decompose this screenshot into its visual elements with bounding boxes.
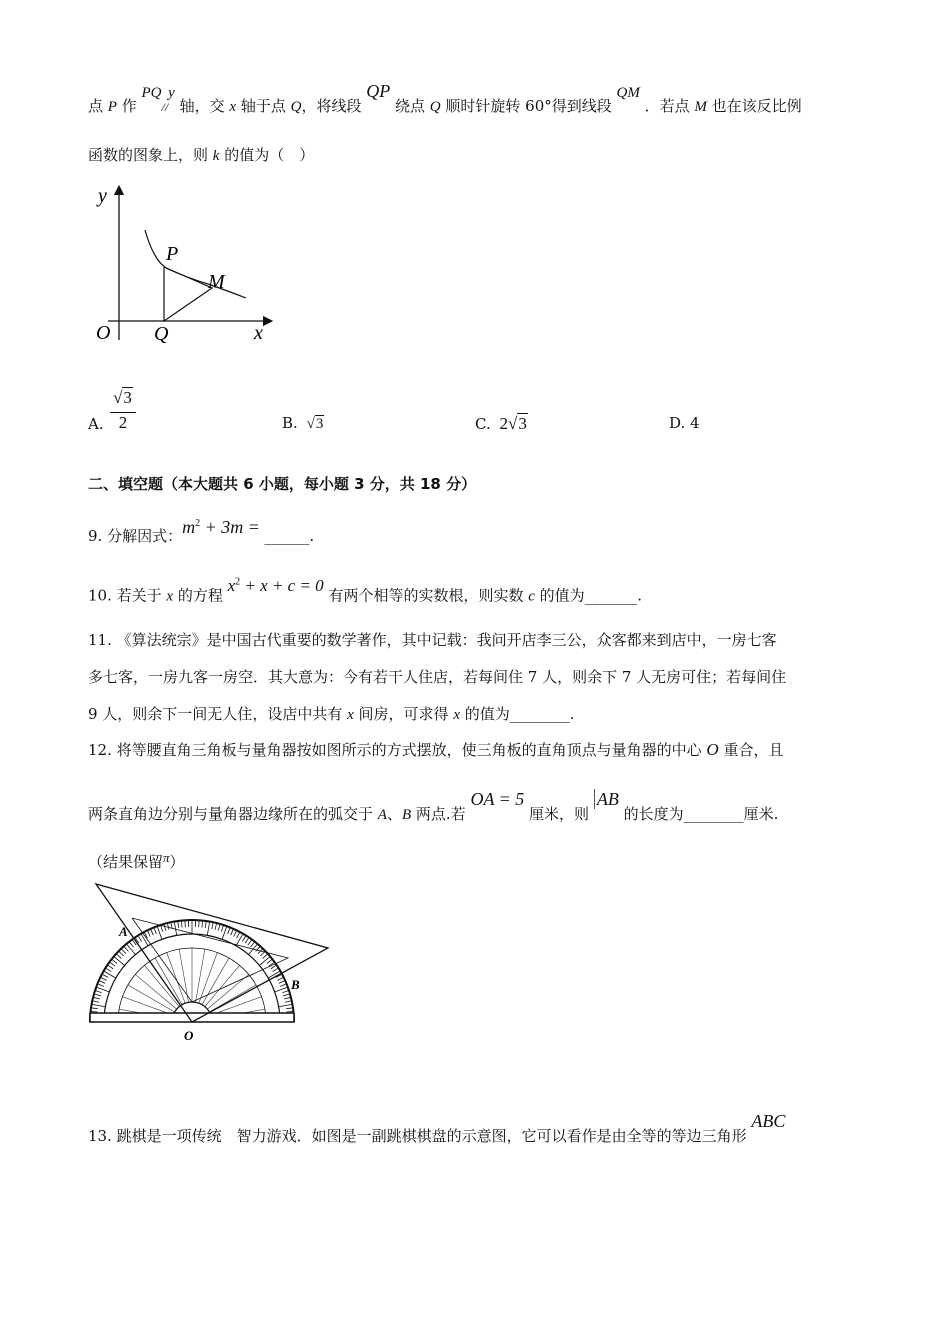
protractor-tick bbox=[93, 997, 100, 999]
protractor-tick bbox=[92, 1001, 99, 1002]
protractor-tick bbox=[282, 990, 289, 992]
fig-label-o: O bbox=[184, 1028, 194, 1043]
protractor-tick bbox=[231, 929, 234, 935]
protractor-tick bbox=[273, 968, 279, 972]
q8-figure bbox=[88, 180, 288, 350]
arc-ab: AB bbox=[594, 789, 619, 809]
protractor-tick bbox=[263, 954, 268, 959]
protractor-tick bbox=[202, 921, 203, 928]
protractor-tick bbox=[248, 939, 252, 945]
protractor-tick bbox=[218, 924, 220, 931]
q12-line2: 两条直角边分别与量角器边缘所在的弧交于 A、B 两点.若 OA = 5 厘米，则 AB 的长度为________厘米. bbox=[88, 789, 779, 823]
protractor-tick bbox=[277, 977, 283, 980]
protractor-figure bbox=[88, 876, 338, 1046]
protractor-tick bbox=[95, 990, 102, 992]
protractor-tick bbox=[285, 1001, 292, 1002]
protractor-tick bbox=[109, 962, 115, 966]
q9-answer-blank[interactable]: ______ bbox=[264, 527, 310, 545]
q12-note: （结果保留π） bbox=[88, 850, 185, 871]
protractor-tick bbox=[164, 924, 166, 931]
fig-label-o: O bbox=[96, 322, 111, 344]
pi-symbol: π bbox=[163, 850, 170, 865]
segment-qm: QM bbox=[616, 85, 640, 101]
protractor-spokes bbox=[119, 948, 265, 1019]
protractor-tick bbox=[151, 929, 154, 935]
q10-equation: $x^2 + x + c = 0$ bbox=[227, 575, 324, 595]
q9: 9. 分解因式：$m^2 + 3m$ = ______. bbox=[88, 517, 315, 545]
protractor-tick bbox=[259, 956, 270, 965]
protractor-tick bbox=[178, 921, 179, 928]
protractor-tick bbox=[181, 921, 182, 928]
protractor-tick bbox=[107, 965, 113, 969]
protractor-tick bbox=[99, 981, 105, 984]
protractor-tick bbox=[91, 1008, 98, 1009]
point-p: P bbox=[107, 99, 117, 115]
protractor-tick bbox=[205, 921, 206, 928]
section2-heading: 二、填空题（本大题共 6 小题，每小题 3 分，共 18 分） bbox=[88, 475, 477, 493]
q10-answer-blank[interactable]: _______ bbox=[584, 586, 638, 605]
protractor-tick bbox=[242, 935, 246, 941]
protractor-tick bbox=[114, 956, 125, 965]
set-square-triangle bbox=[96, 884, 328, 1022]
option-b[interactable]: B. √3 bbox=[282, 414, 324, 432]
fig-label-b: B bbox=[291, 977, 300, 992]
q12-line1: 12. 将等腰直角三角板与量角器按如图所示的方式摆放，使三角板的直角顶点与量角器的中心 O 重合，且 bbox=[88, 740, 784, 759]
protractor-tick bbox=[138, 935, 142, 941]
protractor-spoke bbox=[155, 958, 182, 1005]
q11-line2: 多七客，一房九客一房空．其大意为：今有若干人住店，若每间住 7 人，则余下 7 人无房可住；若每间住 bbox=[88, 668, 787, 686]
protractor-tick bbox=[102, 974, 108, 977]
protractor-tick bbox=[119, 951, 124, 956]
protractor-tick bbox=[104, 971, 116, 978]
fig-label-a: A bbox=[119, 924, 128, 939]
protractor-tick bbox=[237, 932, 240, 938]
protractor-tick bbox=[280, 984, 286, 987]
protractor-tick bbox=[92, 1004, 106, 1006]
protractor-tick bbox=[236, 934, 243, 946]
protractor-tick bbox=[129, 942, 133, 948]
protractor-spoke bbox=[128, 985, 175, 1012]
protractor-tick bbox=[207, 922, 209, 936]
segment-qp: QP bbox=[366, 81, 391, 101]
protractor-tick bbox=[124, 946, 129, 951]
protractor-tick bbox=[245, 937, 249, 943]
q8-line2: 函数的图象上，则 k 的值为（ ） bbox=[88, 146, 315, 164]
protractor-tick bbox=[154, 927, 157, 933]
q10: 10. 若关于 x 的方程 $x^2 + x + c = 0$ 有两个相等的实数根，则实数 c 的值为_______. bbox=[88, 575, 642, 605]
protractor-tick bbox=[250, 942, 254, 948]
fig-label-p: P bbox=[166, 243, 179, 265]
protractor-tick bbox=[234, 930, 237, 936]
triangle-abc: ABC bbox=[751, 1111, 786, 1131]
axis-y-label: y bbox=[168, 85, 175, 101]
protractor-tick bbox=[167, 923, 169, 930]
protractor-tick bbox=[100, 977, 106, 980]
protractor-tick bbox=[147, 930, 150, 936]
option-c[interactable]: C. 2√3 bbox=[475, 414, 527, 433]
protractor-tick bbox=[284, 997, 291, 999]
protractor-spoke bbox=[195, 949, 204, 1002]
protractor-spoke bbox=[209, 985, 256, 1012]
protractor-tick bbox=[221, 925, 223, 932]
sqrt-3: √3 bbox=[306, 416, 324, 432]
protractor-tick bbox=[212, 922, 213, 929]
protractor-tick bbox=[94, 994, 101, 996]
fraction-sqrt3-over-2: √3 2 bbox=[108, 388, 138, 433]
protractor-spoke bbox=[179, 949, 188, 1002]
q11-answer-blank[interactable]: ________ bbox=[509, 705, 570, 723]
fig-label-x: x bbox=[254, 322, 263, 344]
protractor-tick bbox=[267, 959, 273, 963]
protractor-spoke bbox=[202, 958, 229, 1005]
triangle-pqm bbox=[164, 267, 212, 321]
q11-line1: 11. 《算法统宗》是中国古代重要的数学著作，其中记载：我问开店李三公，众客都来到店中，一房七客 bbox=[88, 631, 777, 649]
q9-expression: $m^2 + 3m$ = bbox=[182, 517, 265, 537]
protractor-tick bbox=[286, 1011, 293, 1012]
protractor-tick bbox=[215, 923, 217, 930]
protractor-tick bbox=[105, 968, 111, 972]
protractor-tick bbox=[116, 954, 121, 959]
hyperbola-curve bbox=[145, 230, 246, 298]
q13: 13. 跳棋是一项传统 智力游戏．如图是一副跳棋棋盘的示意图，它可以看作是由全等的等边三角形 ABC bbox=[88, 1111, 786, 1145]
fig-label-m: M bbox=[208, 271, 225, 293]
q11-line3: 9 人，则余下一间无人住，设店中共有 x 间房，可求得 x 的值为________. bbox=[88, 705, 575, 723]
protractor-tick bbox=[228, 927, 231, 933]
protractor-tick bbox=[174, 922, 176, 936]
fig-label-y: y bbox=[98, 185, 107, 207]
protractor-base bbox=[90, 1013, 294, 1022]
protractor-tick bbox=[91, 1011, 98, 1012]
protractor-tick bbox=[126, 944, 135, 955]
protractor-tick bbox=[279, 1004, 293, 1006]
parallel-symbol: // bbox=[161, 100, 169, 114]
q12-answer-blank[interactable]: ________ bbox=[683, 805, 744, 823]
protractor-tick bbox=[121, 949, 126, 954]
protractor-tick bbox=[112, 959, 118, 963]
q12-oa-equation: OA = 5 bbox=[470, 789, 525, 809]
option-d[interactable]: D. 4 bbox=[669, 414, 700, 432]
fig-label-q: Q bbox=[154, 323, 169, 345]
protractor-tick bbox=[283, 994, 290, 996]
protractor-tick bbox=[286, 1008, 293, 1009]
q8-line1: 点 P 作 PQ//y 轴，交 x 轴于点 Q，将线段 QP 绕点 Q 顺时针旋转 60°得到线段 QM ．若点 M 也在该反比例 bbox=[88, 81, 802, 115]
two-sqrt-3: 2√3 bbox=[499, 414, 527, 433]
protractor-tick bbox=[279, 981, 285, 984]
segment-pq: PQ bbox=[141, 85, 162, 101]
protractor-tick bbox=[97, 984, 103, 987]
